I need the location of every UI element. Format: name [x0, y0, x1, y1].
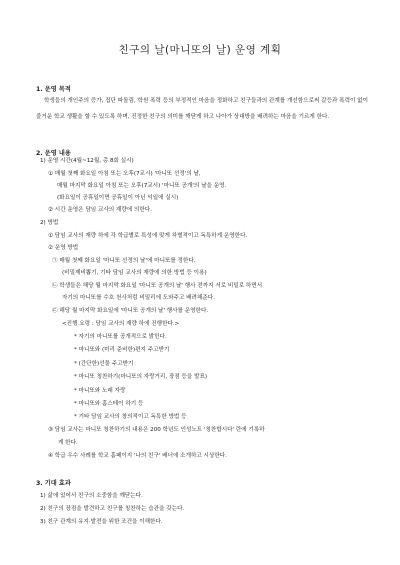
run-time-label: 1) 운영 시간(4월~12월, 총 8회 실시) — [40, 158, 134, 164]
section-1-heading: 1. 운영 목적 — [36, 86, 71, 93]
list-item: * 기타 담임 교사의 창의적이고 독특한 방법 등 — [74, 414, 187, 420]
method-step-1: ㉠ 매월 첫째 화요일 '마니또 선정의 날'에 마니또를 정한다. — [52, 258, 196, 264]
method-item-1: ① 담임 교사의 재량 하에 각 학급별로 특성에 맞게 차별적이고 독특하게 운영한다. — [48, 233, 248, 239]
list-item: * 마니또와 노래 자랑 — [74, 388, 126, 394]
method-label: 2) 방법 — [40, 220, 59, 226]
list-item: 2) 친구의 장점을 발견하고 친구를 칭찬하는 습관을 갖는다. — [40, 506, 185, 512]
run-time-item-1-cont: 매월 마지막 화요일 아침 또는 오후(7교시) '마니또 공개'의 날을 운영. — [57, 183, 227, 189]
method-step-1-note: (비밀제비뽑기, 기타 담임 교사의 재량에 의한 방법 등 이용) — [62, 270, 207, 276]
method-item-2: ② 운영 방법 — [48, 245, 79, 251]
method-step-2-cont: 자기의 마니또를 수호 천사처럼 비밀리에 도와주고 배려해준다. — [62, 295, 215, 301]
section-2-heading: 2. 운영 내용 — [36, 150, 71, 157]
method-item-3-cont: 게 한다. — [58, 440, 78, 446]
list-item: 3) 친구 관계의 유지·발전을 위한 조건을 이해한다. — [40, 519, 163, 525]
run-time-item-1-note: (화요일이 공휴일이면 공휴일이 아닌 익일에 실시) — [57, 195, 179, 201]
list-item: * 마니또와 홈스테이 하기 등 — [74, 401, 144, 407]
method-step-3: ㉢ 해당 월 마지막 화요일에 '마니또 공개의 날' 행사를 운영한다. — [52, 308, 209, 314]
list-item: * 마니또와 (미리 준비한)편지 주고받기 — [74, 347, 170, 353]
list-item: * (간단한)선물 주고받기 — [74, 361, 134, 367]
section-1-body: 학생들의 개인주의 증가, 집단 따돌림, 학원 폭력 등의 부정적인 마음을 정화하고 친구들과의 관계를 개선함으로써 갈등과 폭력이 없이 즐거운 학교 생활을 할 수 있도록 하며, 진정한 친구의 의미를 깨닫게 하고 나아가 상대방을 배려하는 마음을 기르게 한다. — [36, 98, 368, 120]
method-item-3: ③ 담임 교사는 마니또 칭찬하기의 내용은 200 학년도 인성노트 '칭찬합시다' 란에 기록하 — [48, 427, 265, 433]
run-time-item-2: ② 시간 운영은 담임 교사의 재량에 의한다. — [48, 207, 152, 213]
list-item: 1) 삶에 있어서 친구의 소중함을 깨닫는다. — [40, 493, 143, 499]
run-time-item-1: ① 매월 첫째 화요일 아침 또는 오후(7교시) '마니또 선정'의 날, — [48, 171, 201, 177]
method-step-3-guide: <진행 요령 : 담임 교사의 재량 하에 진행한다.> — [62, 321, 180, 327]
section-3-heading: 3. 기대 효과 — [36, 480, 71, 487]
method-step-2: ㉡ 학생들은 해당 월 마지막 화요일 '마니또 공개의 날' 행사 전까지 서로 비밀로 하면서 — [52, 283, 263, 289]
list-item: * 자기의 마니또를 공개적으로 밝힌다. — [74, 334, 167, 340]
method-item-4: ④ 학급 우수 사례를 학교 홈페이지 '나의 친구' 배너에 소개하고 시상한다. — [48, 453, 227, 459]
page-title: 친구의 날(마니또의 날) 운영 계획 — [118, 44, 282, 56]
list-item: * 마니또 칭찬하기(마니또의 자랑거리, 장점 등을 발표) — [74, 374, 208, 380]
